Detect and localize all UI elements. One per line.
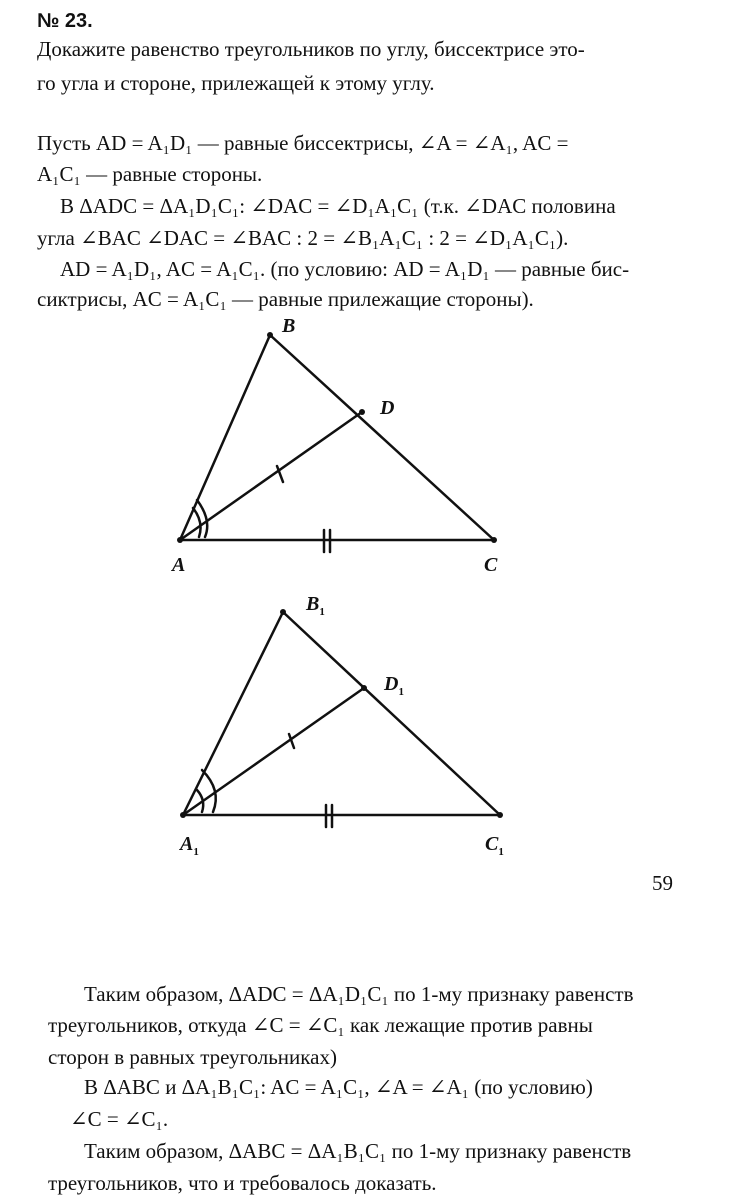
problem-statement-line-2: го угла и стороне, прилежащей к этому углу. (37, 71, 435, 95)
page-number: 59 (652, 871, 673, 895)
proof-line-1: Пусть AD = A₁D₁ — равные биссектрисы, ∠A = ∠A₁, AC = (37, 131, 569, 155)
label-d: D (380, 397, 395, 419)
side-ab (180, 335, 270, 540)
conclusion-line-7: треугольников, что и требовалось доказать. (48, 1171, 437, 1195)
proof-line-6: сиктрисы, AC = A₁C₁ — равные прилежащие стороны). (37, 287, 534, 311)
problem-number: № 23. (37, 10, 93, 32)
side-a1b1 (183, 612, 283, 815)
label-b1: $B_1$ (306, 593, 325, 618)
angle-arc-1b (202, 770, 216, 812)
conclusion-line-5: ∠C = ∠C₁. (70, 1107, 169, 1131)
problem-statement-line-1: Докажите равенство треугольников по углу, биссектрисе это- (37, 37, 585, 61)
conclusion-line-6: Таким образом, ΔABC = ΔA₁B₁C₁ по 1-му признаку равенств (84, 1139, 632, 1163)
proof-line-3: В ΔADC = ΔA₁D₁C₁: ∠DAC = ∠D₁A₁C₁ (т.к. ∠DAC половина (60, 194, 616, 218)
proof-line-5: AD = A₁D₁, AC = A₁C₁. (по условию: AD = A₁D₁ — равные бис- (60, 257, 630, 281)
label-d1: $D_1$ (384, 673, 404, 698)
conclusion-line-4: В ΔABC и ΔA₁B₁C₁: AC = A₁C₁, ∠A = ∠A₁ (по условию) (84, 1075, 593, 1099)
angle-arc-1 (197, 500, 207, 537)
tick-a1d1 (289, 734, 294, 748)
proof-line-2: A₁C₁ — равные стороны. (37, 162, 263, 186)
side-bc (270, 335, 494, 540)
side-b1c1 (283, 612, 500, 815)
angle-arc-2b (197, 790, 203, 812)
proof-line-4: угла ∠BAC ∠DAC = ∠BAC : 2 = ∠B₁A₁C₁ : 2 = ∠D₁A₁C₁). (37, 226, 569, 250)
tick-ad (277, 466, 283, 482)
conclusion-line-2: треугольников, откуда ∠C = ∠C₁ как лежащие против равны (48, 1013, 593, 1037)
conclusion-line-1: Таким образом, ΔADC = ΔA₁D₁C₁ по 1-му признаку равенств (84, 982, 634, 1006)
label-c: C (484, 554, 498, 576)
angle-arc-2 (193, 508, 201, 537)
conclusion-line-3: сторон в равных треугольниках) (48, 1045, 337, 1069)
label-b: B (282, 315, 296, 337)
label-c1: $C_1$ (485, 833, 504, 858)
label-a: A (172, 554, 186, 576)
label-a1: $A_1$ (180, 833, 199, 858)
bisector-a1d1 (183, 688, 364, 815)
bisector-ad (180, 412, 362, 540)
